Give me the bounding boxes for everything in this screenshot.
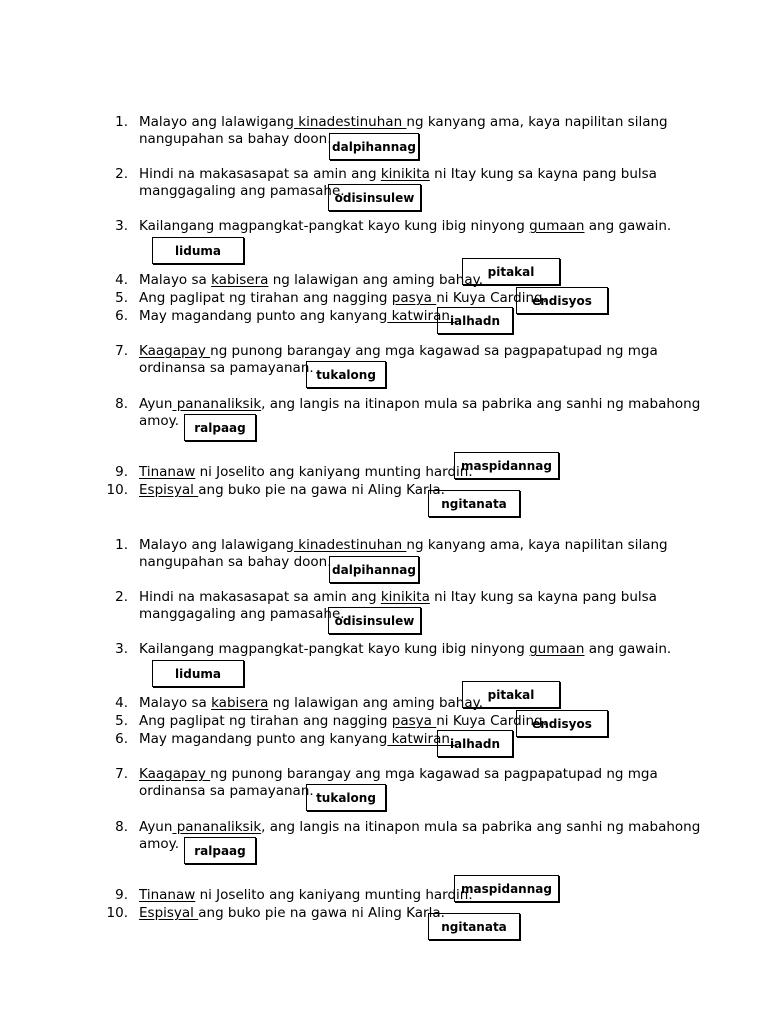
item-number: 1. <box>115 537 128 553</box>
underlined-word: kabisera <box>211 695 269 711</box>
item-number: 4. <box>115 272 128 288</box>
underlined-word: katwiran. <box>387 731 455 747</box>
item-sentence <box>139 766 658 783</box>
sentence-text: Kailangang magpangkat-pangkat kayo kung ibig ninyong <box>139 218 530 234</box>
underlined-word: kinadestinuhan <box>293 114 407 130</box>
underlined-word: Kaagapay <box>139 766 211 782</box>
sentence-text: ng kanyang ama, kaya napilitan silang <box>406 537 668 553</box>
underlined-word: Espisyal <box>139 482 199 498</box>
item-sentence <box>139 589 657 606</box>
scrambled-word-box: ngitanata <box>428 913 520 940</box>
scrambled-word-box: ralpaag <box>184 414 256 441</box>
item-sentence-continued: ordinansa sa pamayanan. <box>139 783 314 799</box>
sentence-text: ni Kuya Carding. <box>436 713 547 729</box>
scrambled-word-box: maspidannag <box>454 875 559 902</box>
sentence-text: ang gawain. <box>584 218 672 234</box>
item-number: 10. <box>106 905 128 921</box>
item-sentence <box>139 166 657 183</box>
sentence-text: ang buko pie na gawa ni Aling Karla. <box>198 905 445 921</box>
sentence-text: ng kanyang ama, kaya napilitan silang <box>406 114 668 130</box>
item-sentence <box>139 905 445 922</box>
item-number: 5. <box>115 713 128 729</box>
sentence-text: ng lalawigan ang aming bahay. <box>268 272 483 288</box>
sentence-text: Ang paglipat ng tirahan ang nagging <box>139 713 392 729</box>
sentence-text: , ang langis na itinapon mula sa pabrika ang sanhi ng mabahong <box>261 819 701 835</box>
scrambled-word-box: odisinsulew <box>328 607 421 634</box>
item-sentence <box>139 887 473 904</box>
item-number: 1. <box>115 114 128 130</box>
sentence-text: ang gawain. <box>584 641 672 657</box>
sentence-text: Hindi na makasasapat sa amin ang <box>139 166 381 182</box>
underlined-word: Tinanaw <box>139 464 196 480</box>
sentence-text: Kailangang magpangkat-pangkat kayo kung ibig ninyong <box>139 641 530 657</box>
sentence-text: Malayo sa <box>139 695 212 711</box>
item-sentence <box>139 290 547 307</box>
scrambled-word-box: dalpihannag <box>329 133 419 160</box>
sentence-text: ni Joselito ang kaniyang munting hardin. <box>195 464 473 480</box>
sentence-text: ni Joselito ang kaniyang munting hardin. <box>195 887 473 903</box>
sentence-text: ni Itay kung sa kayna pang bulsa <box>429 589 657 605</box>
scrambled-word-box: maspidannag <box>454 452 559 479</box>
item-number: 3. <box>115 218 128 234</box>
sentence-text: Ang paglipat ng tirahan ang nagging <box>139 290 392 306</box>
item-sentence <box>139 641 671 658</box>
item-number: 2. <box>115 166 128 182</box>
underlined-word: Kaagapay <box>139 343 211 359</box>
scrambled-word-box: ialhadn <box>437 730 513 757</box>
sentence-text: Ayun <box>139 819 173 835</box>
item-number: 6. <box>115 731 128 747</box>
sentence-text: Malayo sa <box>139 272 212 288</box>
item-sentence-continued: nangupahan sa bahay doon. <box>139 554 332 570</box>
item-sentence <box>139 464 473 481</box>
item-number: 3. <box>115 641 128 657</box>
underlined-word: gumaan <box>529 641 585 657</box>
underlined-word: kinadestinuhan <box>293 537 407 553</box>
underlined-word: katwiran. <box>387 308 455 324</box>
item-number: 2. <box>115 589 128 605</box>
underlined-word: kinikita <box>380 166 430 182</box>
sentence-text: ang buko pie na gawa ni Aling Karla. <box>198 482 445 498</box>
item-sentence <box>139 218 671 235</box>
sentence-text: Malayo ang lalawigang <box>139 114 294 130</box>
item-sentence <box>139 713 547 730</box>
underlined-word: Espisyal <box>139 905 199 921</box>
sentence-text: May magandang punto ang kanyang <box>139 308 388 324</box>
item-number: 8. <box>115 819 128 835</box>
item-sentence-continued: manggagaling ang pamasahe. <box>139 606 345 622</box>
scrambled-word-box: ngitanata <box>428 490 520 517</box>
sentence-text: May magandang punto ang kanyang <box>139 731 388 747</box>
item-sentence <box>139 819 700 836</box>
item-number: 8. <box>115 396 128 412</box>
item-sentence <box>139 272 483 289</box>
item-number: 9. <box>115 464 128 480</box>
sentence-text: Ayun <box>139 396 173 412</box>
sentence-text: Malayo ang lalawigang <box>139 537 294 553</box>
sentence-text: ng punong barangay ang mga kagawad sa pagpapatupad ng mga <box>210 343 658 359</box>
item-sentence-continued: manggagaling ang pamasahe. <box>139 183 345 199</box>
underlined-word: kabisera <box>211 272 269 288</box>
sentence-text: ni Kuya Carding. <box>436 290 547 306</box>
item-sentence-continued: nangupahan sa bahay doon. <box>139 131 332 147</box>
item-sentence-continued: ordinansa sa pamayanan. <box>139 360 314 376</box>
item-sentence <box>139 308 454 325</box>
item-sentence <box>139 482 445 499</box>
item-number: 4. <box>115 695 128 711</box>
scrambled-word-box: liduma <box>152 660 244 687</box>
sentence-text: ng punong barangay ang mga kagawad sa pagpapatupad ng mga <box>210 766 658 782</box>
scrambled-word-box: dalpihannag <box>329 556 419 583</box>
item-number: 7. <box>115 766 128 782</box>
underlined-word: pananaliksik <box>172 396 262 412</box>
scrambled-word-box: pitakal <box>462 258 560 285</box>
scrambled-word-box: endisyos <box>516 287 608 314</box>
scrambled-word-box: liduma <box>152 237 244 264</box>
underlined-word: pasya <box>391 290 437 306</box>
scrambled-word-box: endisyos <box>516 710 608 737</box>
item-number: 10. <box>106 482 128 498</box>
sentence-text: Hindi na makasasapat sa amin ang <box>139 589 381 605</box>
scrambled-word-box: pitakal <box>462 681 560 708</box>
underlined-word: pananaliksik <box>172 819 262 835</box>
item-sentence <box>139 396 700 413</box>
scrambled-word-box: tukalong <box>306 361 386 388</box>
item-sentence-continued: amoy. <box>139 413 180 429</box>
sentence-text: , ang langis na itinapon mula sa pabrika ang sanhi ng mabahong <box>261 396 701 412</box>
item-sentence <box>139 731 454 748</box>
sentence-text: ni Itay kung sa kayna pang bulsa <box>429 166 657 182</box>
item-number: 9. <box>115 887 128 903</box>
underlined-word: kinikita <box>380 589 430 605</box>
scrambled-word-box: ralpaag <box>184 837 256 864</box>
sentence-text: ng lalawigan ang aming bahay. <box>268 695 483 711</box>
item-sentence <box>139 537 668 554</box>
scrambled-word-box: odisinsulew <box>328 184 421 211</box>
item-number: 5. <box>115 290 128 306</box>
item-sentence <box>139 695 483 712</box>
scrambled-word-box: tukalong <box>306 784 386 811</box>
underlined-word: pasya <box>391 713 437 729</box>
scrambled-word-box: ialhadn <box>437 307 513 334</box>
underlined-word: gumaan <box>529 218 585 234</box>
item-sentence <box>139 114 668 131</box>
item-sentence <box>139 343 658 360</box>
item-number: 6. <box>115 308 128 324</box>
item-number: 7. <box>115 343 128 359</box>
underlined-word: Tinanaw <box>139 887 196 903</box>
item-sentence-continued: amoy. <box>139 836 180 852</box>
